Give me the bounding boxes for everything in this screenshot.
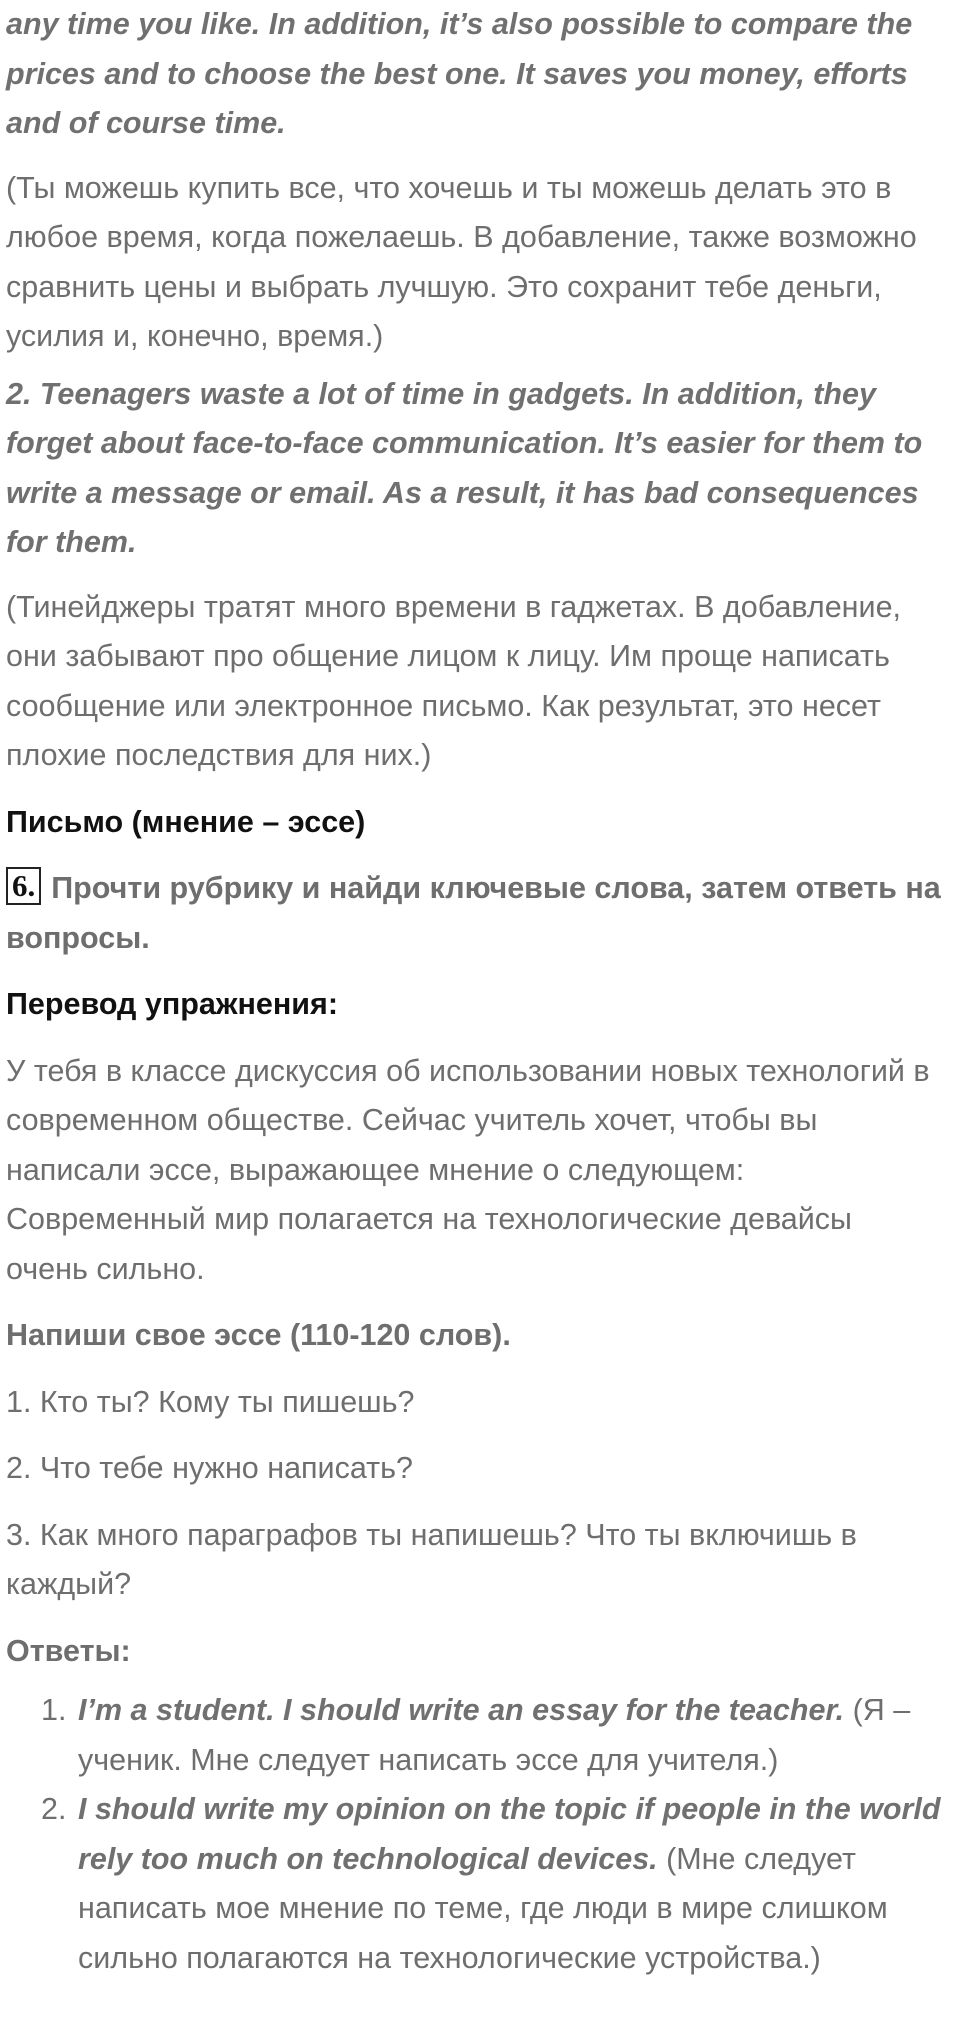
russian-translation-1: (Ты можешь купить все, что хочешь и ты можешь делать это в любое время, когда пожелаешь. В добавление, также возможно сравнить цены и выбрать лучшую. Это сохранит тебе деньги, усилия и, конечно, время.) — [6, 170, 917, 353]
answer-number: 2. — [41, 1792, 67, 1826]
english-paragraph-2: 2. Teenagers waste a lot of time in gadgets. In addition, they forget about face-to-face communication. It’s easier for them to write a message or email. As a result, it has bad consequences for them. — [6, 376, 923, 559]
answer-item-2 — [41, 1785, 942, 1983]
answers-heading: Ответы: — [6, 1633, 131, 1668]
question-1: 1. Кто ты? Кому ты пишешь? — [6, 1384, 415, 1419]
answer-number: 1. — [41, 1693, 67, 1727]
task-number-box: 6. — [6, 867, 41, 905]
russian-translation-2: (Тинейджеры тратят много времени в гаджетах. В добавление, они забывают про общение лицом к лицу. Им проще написать сообщение или электронное письмо. Как результат, это несет плохие последствия для них.) — [6, 589, 901, 772]
essay-instruction: Напиши свое эссе (110-120 слов). — [6, 1318, 511, 1352]
translation-text: У тебя в классе дискуссия об использовании новых технологий в современном обществе. Сейчас учитель хочет, чтобы вы написали эссе, выражающее мнение о следующем: Современный мир полагается на технологические девайсы очень сильно. — [6, 1053, 930, 1286]
answer-russian: (Я – ученик. Мне следует написать эссе для учителя.) — [78, 1693, 911, 1777]
answer-english: I’m a student. I should write an essay for the teacher. — [78, 1693, 845, 1727]
task-instruction — [6, 864, 942, 963]
translation-heading: Перевод упражнения: — [6, 987, 339, 1021]
question-3: 3. Как много параграфов ты напишешь? Что ты включишь в каждый? — [6, 1517, 857, 1601]
answer-russian: (Мне следует написать мое мнение по теме, где люди в мире слишком сильно полагаются на технологические устройства.) — [78, 1841, 888, 1975]
answer-english: I should write my opinion on the topic if people in the world rely too much on technological devices. — [78, 1792, 941, 1876]
question-2: 2. Что тебе нужно написать? — [6, 1451, 413, 1485]
english-paragraph-1: any time you like. In addition, it’s also possible to compare the prices and to choose the best one. It saves you money, efforts and of course time. — [6, 7, 913, 140]
task-text: Прочти рубрику и найди ключевые слова, затем ответь на вопросы. — [6, 871, 941, 955]
answer-item-1 — [41, 1686, 942, 1785]
section-title: Письмо (мнение – эссе) — [6, 804, 366, 839]
answers-list — [6, 1686, 942, 1983]
